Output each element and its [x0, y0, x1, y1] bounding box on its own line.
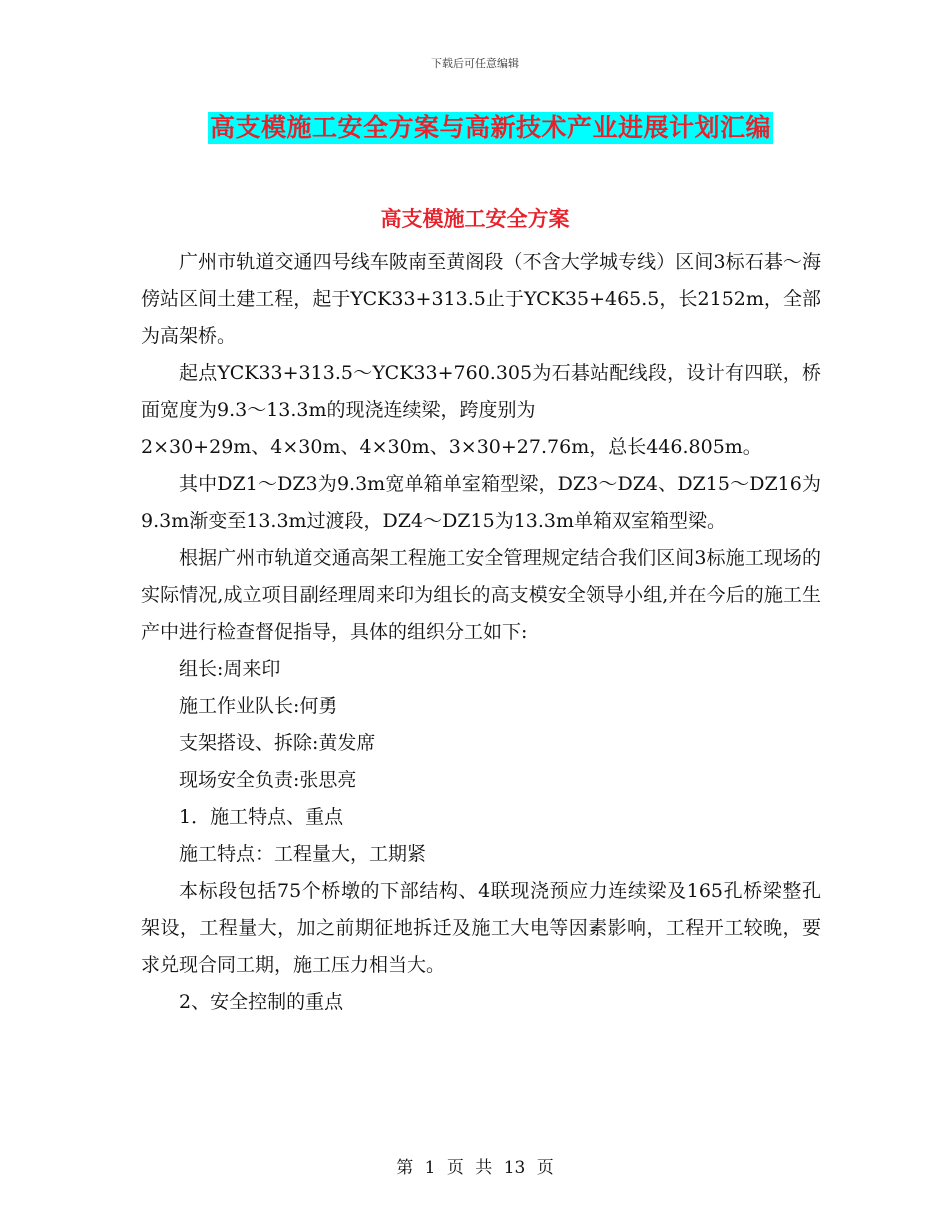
paragraph: 起点YCK33+313.5～YCK33+760.305为石碁站配线段，设计有四联，桥面宽度为9.3～13.3m的现浇连续梁，跨度别为: [141, 362, 821, 421]
paragraph: 根据广州市轨道交通高架工程施工安全管理规定结合我们区间3标施工现场的实际情况,成立项目副经理周来印为组长的高支模安全领导小组,并在今后的施工生产中进行检查督促指导，具体的组织分工如下:: [141, 547, 821, 643]
paragraph: 施工特点：工程量大，工期紧: [179, 843, 427, 865]
page-number: 第 1 页 共 13 页: [396, 1158, 554, 1178]
section-title: 高支模施工安全方案: [380, 207, 570, 231]
paragraph: 施工作业队长:何勇: [179, 695, 338, 717]
paragraph: 现场安全负责:张思亮: [179, 769, 357, 791]
paragraph: 2、安全控制的重点: [179, 991, 344, 1013]
document-body: [141, 244, 821, 1021]
paragraph: 广州市轨道交通四号线车陂南至黄阁段（不含大学城专线）区间3标石碁～海傍站区间土建工程，起于YCK33+313.5止于YCK35+465.5，长2152m，全部为高架桥。: [141, 251, 821, 347]
paragraph: 2×30+29m、4×30m、4×30m、3×30+27.76m，总长446.805m。: [141, 436, 762, 458]
paragraph: 其中DZ1～DZ3为9.3m宽单箱单室箱型梁，DZ3～DZ4、DZ15～DZ16为9.3m渐变至13.3m过渡段，DZ4～DZ15为13.3m单箱双室箱型梁。: [141, 473, 821, 532]
paragraph: 本标段包括75个桥墩的下部结构、4联现浇预应力连续梁及165孔桥梁整孔架设，工程量大，加之前期征地拆迁及施工大电等因素影响，工程开工较晚，要求兑现合同工期，施工压力相当大。: [141, 880, 821, 976]
paragraph: 支架搭设、拆除:黄发席: [179, 732, 376, 754]
paragraph: 组长:周来印: [179, 658, 281, 680]
header-note: 下载后可任意编辑: [431, 57, 519, 70]
paragraph: 1．施工特点、重点: [179, 806, 344, 828]
document-title: 高支模施工安全方案与高新技术产业进展计划汇编: [210, 113, 772, 142]
